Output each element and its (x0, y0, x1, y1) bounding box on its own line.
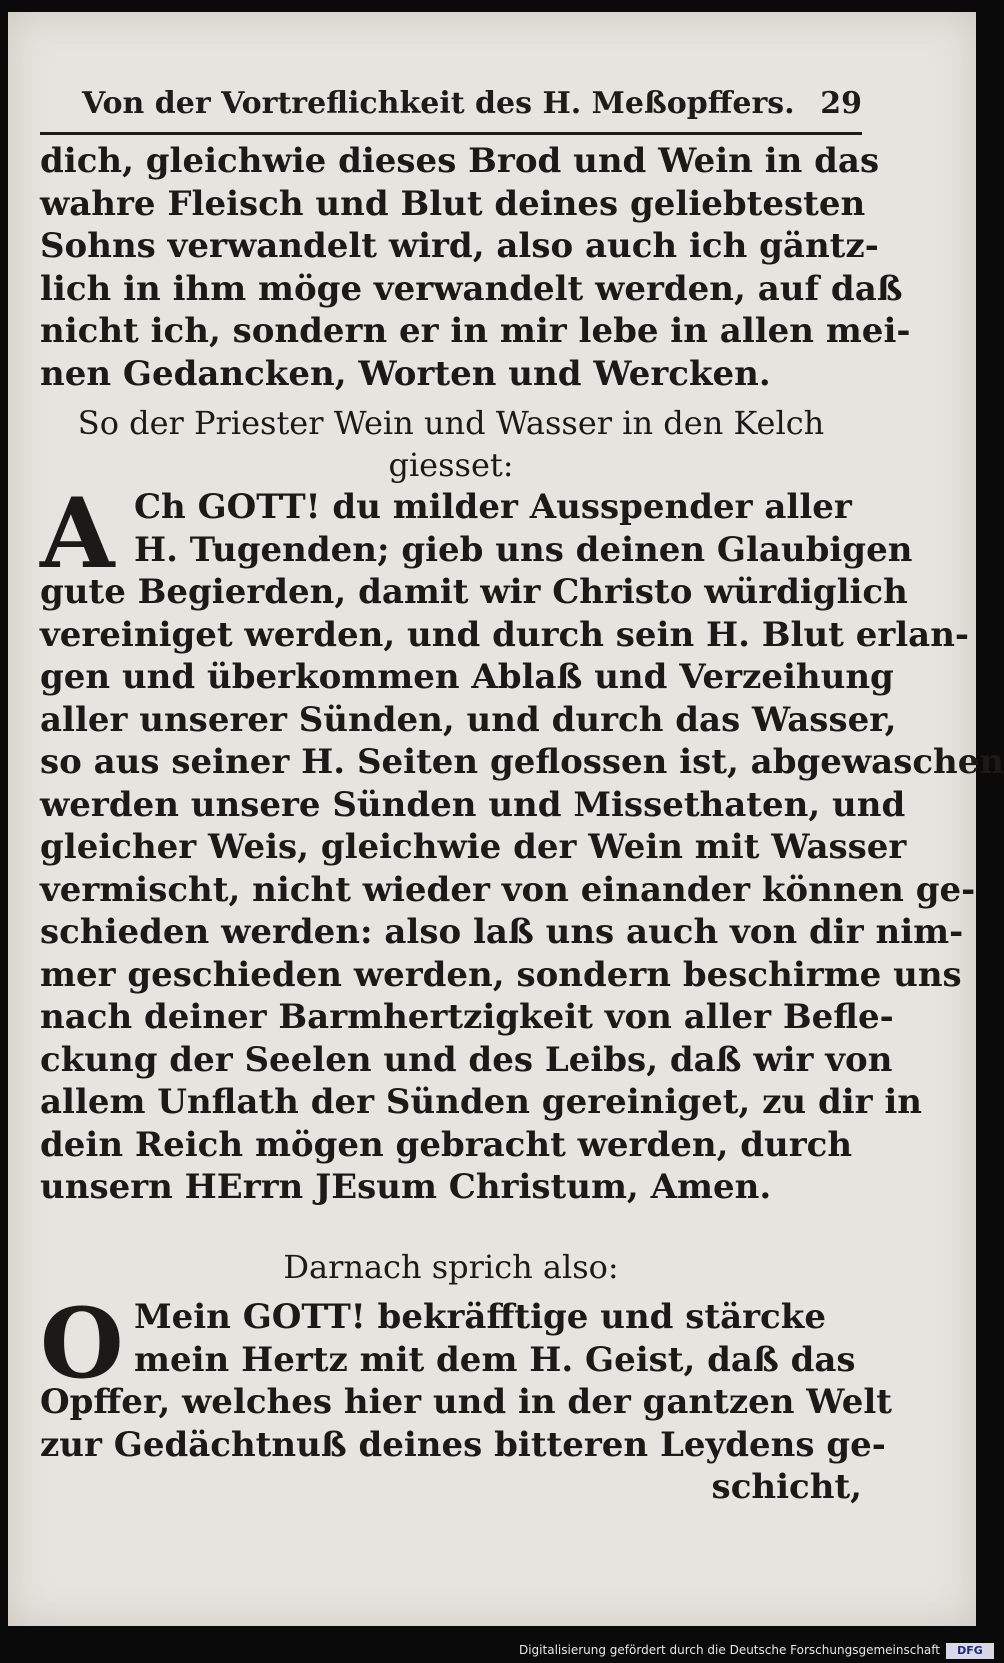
page-header (40, 82, 862, 135)
text-line: allem Unflath der Sünden gereiniget, zu dir in (40, 1082, 923, 1122)
text-line: aller unserer Sünden, und durch das Wasser, (40, 699, 897, 740)
text-line: lich in ihm möge verwandelt werden, auf daß (40, 268, 903, 309)
page-number: 29 (820, 86, 862, 121)
digitization-credit: Digitalisierung gefördert durch die Deutsche Forschungsgemeinschaft (518, 1643, 940, 1657)
text-line: Opffer, welches hier und in der gantzen Welt (40, 1382, 892, 1422)
drop-cap: O (40, 1287, 124, 1400)
text-line: schieden werden: also laß uns auch von dir nim- (40, 912, 964, 952)
rubric-line: giesset: (388, 446, 514, 484)
text-line: mein Hertz mit dem H. Geist, daß das (134, 1339, 856, 1380)
catchword: schicht, (711, 1467, 862, 1507)
text-line: ckung der Seelen und des Leibs, daß wir von (40, 1039, 893, 1080)
text-line: dein Reich mögen gebracht werden, durch (40, 1124, 853, 1165)
paragraph-2 (40, 477, 1004, 1209)
text-line: vermischt, nicht wieder von einander können ge- (40, 869, 976, 910)
text-line: gleicher Weis, gleichwie der Wein mit Wasser (40, 827, 907, 867)
text-line: zur Gedächtnuß deines bitteren Leydens ge- (40, 1424, 886, 1465)
text-line: vereiniget werden, und durch sein H. Blut erlan- (40, 614, 970, 655)
text-line: wahre Fleisch und Blut deines geliebtesten (40, 183, 866, 224)
rubric-heading-1 (40, 402, 862, 486)
text-line: Sohns verwandelt wird, also auch ich gäntz- (40, 226, 879, 266)
text-line: nen Gedancken, Worten und Wercken. (40, 353, 771, 394)
rubric-line: So der Priester Wein und Wasser in den Kelch (77, 404, 825, 442)
dfg-logo: DFG (946, 1643, 994, 1659)
text-line: mer geschieden werden, sondern beschirme uns (40, 954, 962, 995)
rubric-heading-2 (40, 1246, 862, 1288)
text-line: Ch GOTT! du milder Ausspender aller (134, 487, 852, 527)
rubric-line: Darnach sprich also: (283, 1248, 619, 1286)
paragraph-3 (40, 1287, 892, 1509)
text-line: unsern HErrn JEsum Christum, Amen. (40, 1167, 772, 1207)
text-line: Mein GOTT! bekräfftige und stärcke (134, 1297, 826, 1337)
text-line: nicht ich, sondern er in mir lebe in allen mei- (40, 311, 911, 351)
text-line: dich, gleichwie dieses Brod und Wein in das (40, 141, 880, 181)
text-line: so aus seiner H. Seiten geflossen ist, abgewaschen (40, 742, 1004, 782)
paragraph-1 (40, 140, 911, 395)
text-line: H. Tugenden; gieb uns deinen Glaubigen (134, 529, 913, 570)
text-line: gen und überkommen Ablaß und Verzeihung (40, 657, 894, 697)
drop-cap: A (40, 477, 115, 590)
running-title: Von der Vortreflichkeit des H. Meßopffers. (82, 86, 795, 121)
text-line: werden unsere Sünden und Missethaten, und (40, 784, 906, 825)
text-line: gute Begierden, damit wir Christo würdiglich (40, 572, 908, 612)
text-line: nach deiner Barmhertzigkeit von aller Befle- (40, 997, 894, 1037)
